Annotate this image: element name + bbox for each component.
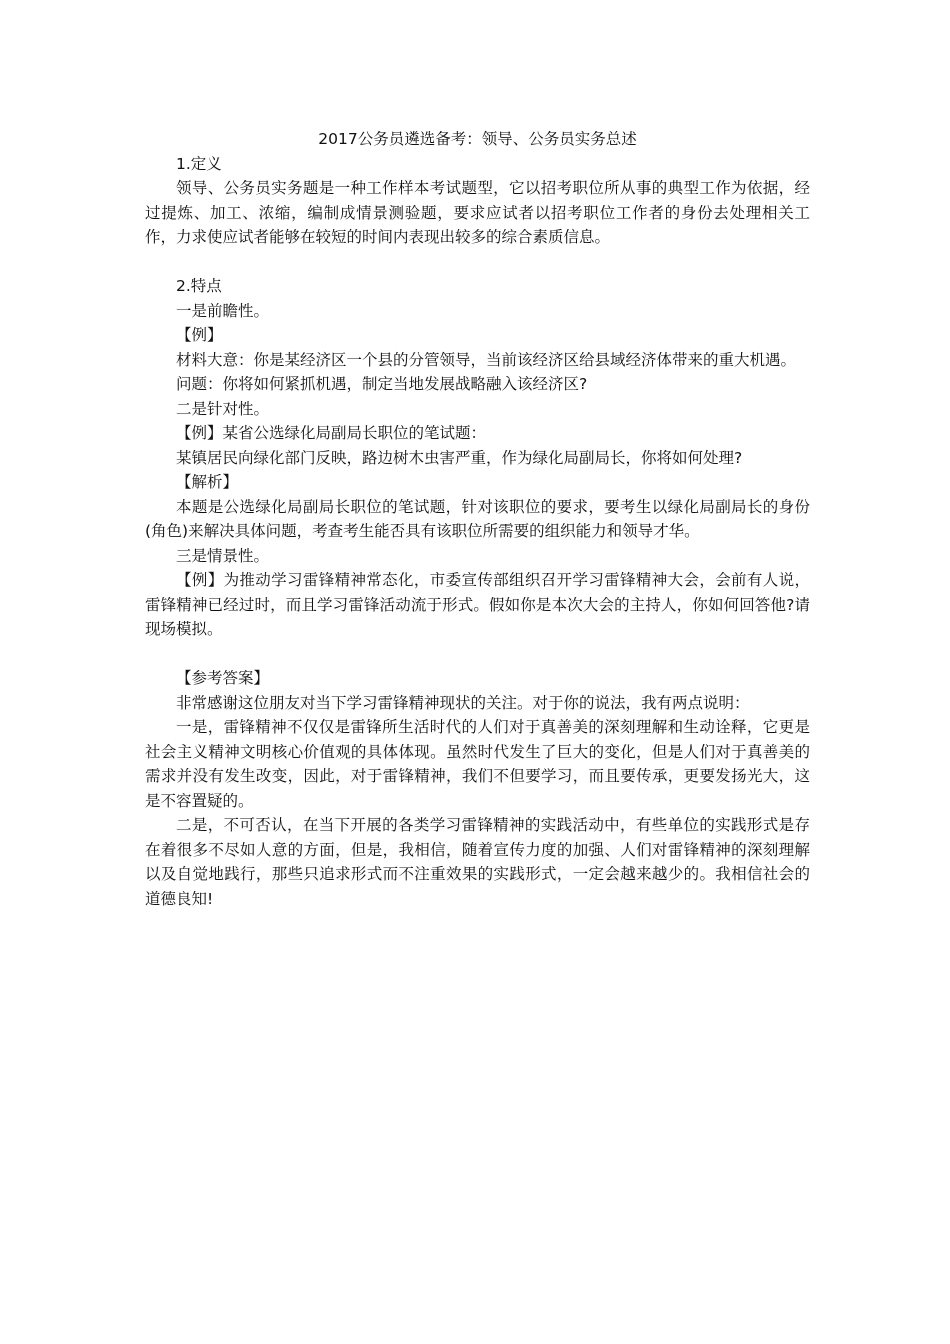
paragraph: 二是针对性。 <box>176 399 270 418</box>
paragraph: 某镇居民向绿化部门反映，路边树木虫害严重，作为绿化局副局长，你将如何处理? <box>176 448 743 467</box>
paragraph: 【例】某省公选绿化局副局长职位的笔试题： <box>176 424 487 442</box>
paragraph: 本题是公选绿化局副局长职位的笔试题，针对该职位的要求，要考生以绿化局副局长的身份(角色)来解决具体问题，考查考生能否具有该职位所需要的组织能力和领导才华。 <box>145 497 810 540</box>
document-title: 2017公务员遴选备考：领导、公务员实务总述 <box>318 130 637 148</box>
paragraph: 一是前瞻性。 <box>176 301 270 320</box>
paragraph: 材料大意：你是某经济区一个县的分管领导，当前该经济区给县域经济体带来的重大机遇。 <box>176 350 797 369</box>
paragraph: 【解析】 <box>176 473 239 491</box>
paragraph: 一是，雷锋精神不仅仅是雷锋所生活时代的人们对于真善美的深刻理解和生动诠释，它更是社会主义精神文明核心价值观的具体体现。虽然时代发生了巨大的变化，但是人们对于真善美的需求并没有发生改变，因此，对于雷锋精神，我们不但要学习，而且要传承，更要发扬光大，这是不容置疑的。 <box>145 718 810 810</box>
paragraph: 【例】 <box>176 326 223 344</box>
paragraph: 【参考答案】 <box>176 669 270 687</box>
blank-line <box>145 642 810 667</box>
blank-line <box>145 250 810 275</box>
paragraph: 1.定义 <box>176 154 222 173</box>
paragraph: 非常感谢这位朋友对当下学习雷锋精神现状的关注。对于你的说法，我有两点说明： <box>176 693 750 712</box>
paragraph: 领导、公务员实务题是一种工作样本考试题型，它以招考职位所从事的典型工作为依据，经过提炼、加工、浓缩，编制成情景测验题，要求应试者以招考职位工作者的身份去处理相关工作，力求使应试者能够在较短的时间内表现出较多的综合素质信息。 <box>145 179 810 246</box>
paragraph: 二是，不可否认，在当下开展的各类学习雷锋精神的实践活动中，有些单位的实践形式是存在着很多不尽如人意的方面，但是，我相信，随着宣传力度的加强、人们对雷锋精神的深刻理解以及自觉地践行，那些只追求形式而不注重效果的实践形式，一定会越来越少的。我相信社会的道德良知! <box>145 816 810 908</box>
paragraph: 三是情景性。 <box>176 546 270 565</box>
paragraph-list <box>145 152 810 912</box>
paragraph: 2.特点 <box>176 277 222 295</box>
paragraph: 【例】为推动学习雷锋精神常态化，市委宣传部组织召开学习雷锋精神大会，会前有人说，雷锋精神已经过时，而且学习雷锋活动流于形式。假如你是本次大会的主持人，你如何回答他?请现场模拟。 <box>145 571 810 638</box>
paragraph: 问题：你将如何紧抓机遇，制定当地发展战略融入该经济区? <box>176 375 588 393</box>
document-body <box>145 127 810 911</box>
